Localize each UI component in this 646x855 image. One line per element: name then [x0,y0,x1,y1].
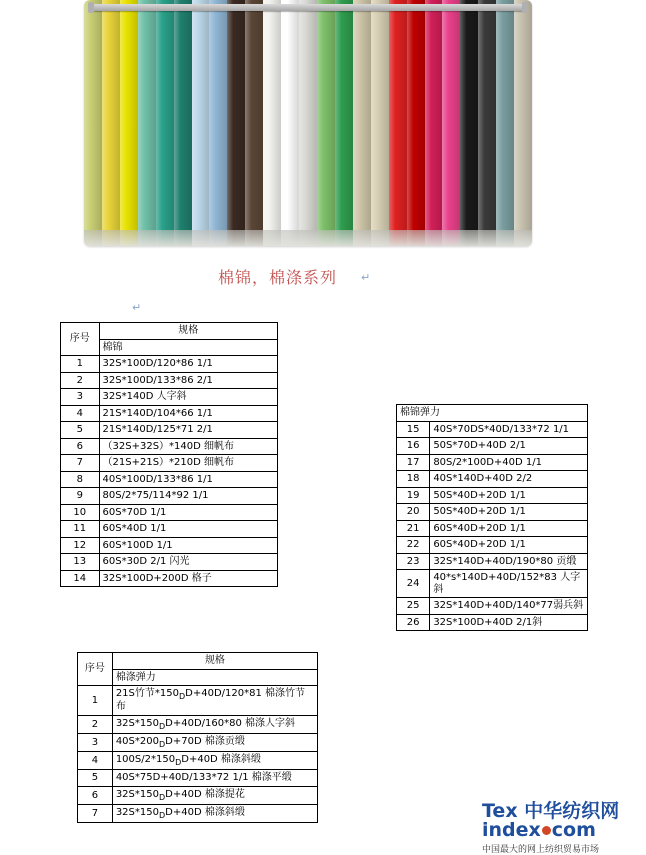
fabric-strip [299,0,317,246]
table-row [61,570,278,587]
row-number: 15 [397,421,430,438]
table-row [397,438,588,455]
page-title: 棉锦，棉涤系列 [218,268,338,287]
row-spec: 60S*40D+20D 1/1 [430,537,588,554]
table-row [61,488,278,505]
fabric-strip [102,0,120,246]
logo-text-index: index [482,819,541,841]
fabric-strip [209,0,227,246]
row-spec: 40*s*140D+40D/152*83 人字斜 [430,570,588,598]
spec-subscript: D [158,721,166,731]
row-spec: 32S*100D+200D 格子 [99,570,277,587]
row-spec: 60S*70D 1/1 [99,504,277,521]
row-number: 2 [78,715,113,733]
logo-tagline: 中国最大的网上纺织贸易市场 [482,845,600,855]
spec-subscript: D [178,692,186,701]
table-header-row [78,653,318,670]
row-number: 6 [61,438,100,455]
fabric-strip [335,0,353,246]
table-row [397,471,588,488]
group-label-cotton-polyester-stretch: 棉涤弹力 [112,669,317,686]
pilcrow-mark-1: ↵ [361,271,371,284]
row-number: 8 [61,471,100,488]
row-spec: 21S竹节$*150_DD+40D/120*81$ 棉涤竹节布 [112,686,317,716]
fabric-strip [281,0,299,246]
row-number: 1 [78,686,113,716]
row-number: 10 [61,504,100,521]
fabric-strip [389,0,407,246]
column-header-spec: 规格 [112,653,317,670]
row-number: 5 [61,422,100,439]
row-number: 20 [397,504,430,521]
spec-subscript: D [158,792,166,802]
table-row [61,504,278,521]
fabric-strip [496,0,514,246]
site-logo[interactable] [482,796,642,855]
table-group-row [397,405,588,422]
table-row [397,537,588,554]
table-row [61,471,278,488]
row-spec: （21S+21S）*210D 细帆布 [99,455,277,472]
row-number: 5 [78,770,113,787]
row-spec: 32S*100D/120*86 1/1 [99,356,277,373]
row-number: 16 [397,438,430,455]
row-spec: 50S*40D+20D 1/1 [430,504,588,521]
row-spec: $32S*150_DD+40D$ 棉涤斜缎 [112,804,317,822]
pilcrow-mark-2: ↵ [132,301,142,314]
logo-text-tex: Tex [482,800,518,822]
table-row [397,487,588,504]
fabric-strip [227,0,245,246]
cotton-nylon-stretch-table [396,404,588,631]
row-number: 22 [397,537,430,554]
rail-cap-right [522,2,528,13]
row-number: 19 [397,487,430,504]
table-row [397,504,588,521]
fabric-strip [192,0,210,246]
logo-text-com: com [551,819,596,841]
spec-subscript: D [158,739,166,749]
fabric-strip [84,0,102,246]
fabric-strip [407,0,425,246]
table-row [397,553,588,570]
table-row [78,686,318,716]
fabric-strip [120,0,138,246]
row-spec: 32S*140D+40D/190*80 贡缎 [430,553,588,570]
row-spec: 32S*100D/133*86 2/1 [99,372,277,389]
row-number: 7 [61,455,100,472]
row-spec: 80S/2*100D+40D 1/1 [430,454,588,471]
row-spec: 21S*140D/104*66 1/1 [99,405,277,422]
rail-cap-left [88,2,94,13]
row-spec: 80S/2*75/114*92 1/1 [99,488,277,505]
table-row [397,520,588,537]
row-spec: 40S*100D/133*86 1/1 [99,471,277,488]
row-spec: $100S/2*150_DD+40D$ 棉涤斜缎 [112,752,317,770]
row-number: 3 [61,389,100,406]
fabric-strip [442,0,460,246]
fabric-strip [245,0,263,246]
row-spec: 60S*40D+20D 1/1 [430,520,588,537]
row-spec: 50S*40D+20D 1/1 [430,487,588,504]
table-row [397,598,588,615]
table-row [397,614,588,631]
table-row [78,715,318,733]
table-group-row [78,669,318,686]
spec-subscript: D [158,810,166,820]
row-spec: 32S*140D+40D/140*77弱兵斜 [430,598,588,615]
spec-subscript: D [175,758,182,768]
table-row [61,356,278,373]
table-row [61,455,278,472]
fabric-strip [353,0,371,246]
row-spec: 32S*100D+40D 2/1斜 [430,614,588,631]
fabric-strip [156,0,174,246]
cotton-polyester-stretch-table [77,652,318,823]
row-number: 21 [397,520,430,537]
table-row [78,752,318,770]
row-number: 11 [61,521,100,538]
fabric-strip [460,0,478,246]
row-spec: 40S*70DS*40D/133*72 1/1 [430,421,588,438]
group-label-cotton-nylon: 棉锦 [99,339,277,356]
table-row [78,733,318,751]
row-spec: 60S*100D 1/1 [99,537,277,554]
photo-floor [84,230,532,246]
row-spec: 60S*30D 2/1 闪光 [99,554,277,571]
table-row [397,421,588,438]
table-row [397,454,588,471]
row-number: 25 [397,598,430,615]
table-row [61,422,278,439]
row-number: 14 [61,570,100,587]
logo-text-cn: 中华纺织网 [524,800,620,822]
fabric-strip [263,0,281,246]
table-row [397,570,588,598]
table-row [61,405,278,422]
fabric-strip [317,0,335,246]
row-number: 13 [61,554,100,571]
fabric-strips [84,0,532,246]
row-spec: （32S+32S）*140D 细帆布 [99,438,277,455]
fabric-strip [174,0,192,246]
row-spec: 40S*140D+40D 2/2 [430,471,588,488]
table-row [78,804,318,822]
row-number: 26 [397,614,430,631]
row-spec: 60S*40D 1/1 [99,521,277,538]
row-number: 12 [61,537,100,554]
fabric-strip [425,0,443,246]
fabric-strip [371,0,389,246]
row-number: 17 [397,454,430,471]
table-row [78,786,318,804]
row-number: 1 [61,356,100,373]
column-header-no: 序号 [61,323,100,356]
row-spec: $32S*150_DD+40D$ 棉涤提花 [112,786,317,804]
row-spec: $32S*150_DD+40D/160*80$ 棉涤人字斜 [112,715,317,733]
row-spec: 40S*75D+40D/133*72 1/1 棉涤平缎 [112,770,317,787]
column-header-spec: 规格 [99,323,277,340]
table-row [78,770,318,787]
table-header-row [61,323,278,340]
column-header-no: 序号 [78,653,113,686]
row-number: 3 [78,733,113,751]
table-row [61,438,278,455]
fabric-strip [514,0,532,246]
row-number: 4 [78,752,113,770]
row-spec: 21S*140D/125*71 2/1 [99,422,277,439]
row-number: 23 [397,553,430,570]
hanging-rail [92,4,524,11]
row-spec: $40S*200_DD+70D$ 棉涤贡缎 [112,733,317,751]
row-number: 18 [397,471,430,488]
row-spec: 32S*140D 人字斜 [99,389,277,406]
row-number: 2 [61,372,100,389]
row-number: 24 [397,570,430,598]
row-spec: 50S*70D+40D 2/1 [430,438,588,455]
table-row [61,389,278,406]
row-number: 7 [78,804,113,822]
row-number: 4 [61,405,100,422]
fabric-strip [138,0,156,246]
row-number: 9 [61,488,100,505]
group-label-cotton-nylon-stretch: 棉锦弹力 [397,405,588,422]
fabric-rolls-photo [84,0,532,246]
cotton-nylon-table [60,322,278,587]
logo-dot-icon [542,826,551,835]
row-number: 6 [78,786,113,804]
fabric-strip [478,0,496,246]
table-row [61,554,278,571]
table-row [61,372,278,389]
table-row [61,537,278,554]
table-row [61,521,278,538]
